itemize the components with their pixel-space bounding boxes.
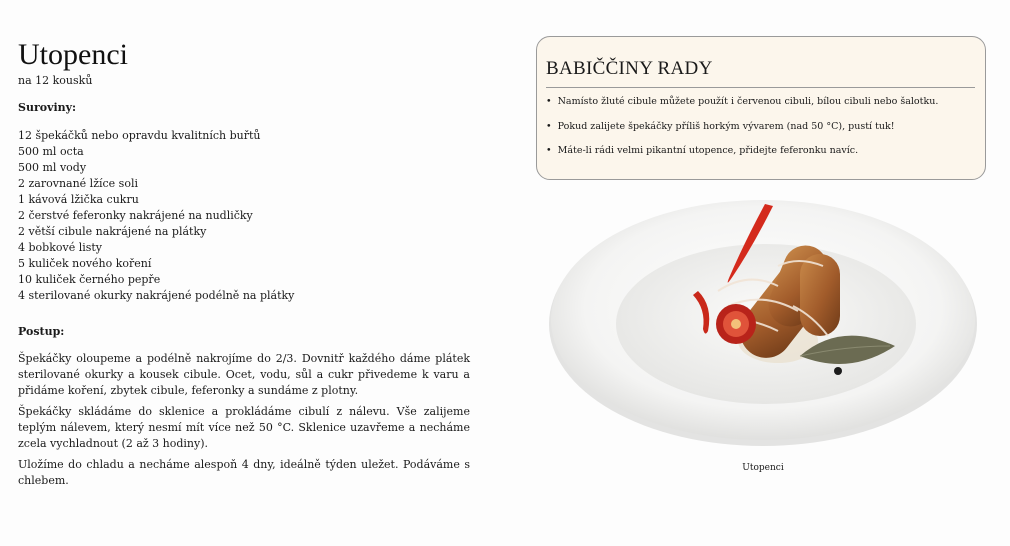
dish-photo (548, 196, 978, 446)
recipe-title: Utopenci (18, 38, 128, 71)
tips-box (536, 36, 986, 180)
tip-text: Máte-li rádi velmi pikantní utopence, přidejte feferonku navíc. (557, 145, 859, 156)
procedure-paragraph: Špekáčky skládáme do sklenice a prokládáme cibulí z nálevu. Vše zalijeme teplým nálevem, který nesmí mít více než 50 °C. Sklenice uzavřeme a necháme zcela vychladnout (2 až 3 hodiny). (18, 405, 470, 450)
procedure-text (18, 351, 470, 489)
tip-item (546, 121, 975, 133)
tip-item (546, 96, 975, 108)
recipe-column (18, 38, 470, 489)
tip-text: Namísto žluté cibule můžete použít i červenou cibuli, bílou cibuli nebo šalotku. (557, 96, 939, 107)
portions: na 12 kousků (18, 74, 93, 87)
ingredient-item: 500 ml vody (18, 161, 87, 174)
bullet-icon: • (546, 145, 552, 156)
ingredients-list (18, 128, 470, 304)
ingredient-item: 12 špekáčků nebo opravdu kvalitních buřtů (18, 129, 261, 142)
bullet-icon: • (546, 96, 552, 107)
tip-item (546, 145, 975, 157)
ingredient-item: 4 bobkové listy (18, 241, 103, 254)
bullet-icon: • (546, 120, 552, 132)
ingredient-item: 4 sterilované okurky nakrájené podélně na plátky (18, 289, 295, 302)
ingredient-item: 1 kávová lžička cukru (18, 193, 139, 206)
tips-title: BABIČČINY RADY (546, 57, 975, 88)
ingredients-heading: Suroviny: (18, 101, 77, 114)
ingredient-item: 500 ml octa (18, 145, 84, 158)
procedure-paragraph: Špekáčky oloupeme a podélně nakrojíme do 2/3. Dovnitř každého dáme plátek sterilované okurky a kousek cibule. Ocet, vodu, sůl a cukr přivedeme k varu a přidáme koření, zbytek cibule, feferonky a sundáme z plotny. (18, 352, 470, 397)
ingredient-item: 10 kuliček černého pepře (18, 273, 161, 286)
ingredient-item: 2 zarovnané lžíce soli (18, 177, 138, 190)
ingredient-item: 2 čerstvé feferonky nakrájené na nudličky (18, 209, 253, 222)
ingredient-item: 5 kuliček nového koření (18, 257, 152, 270)
tips-list (546, 96, 975, 157)
ingredient-item: 2 větší cibule nakrájené na plátky (18, 225, 207, 238)
tip-text: Pokud zalijete špekáčky příliš horkým vývarem (nad 50 °C), pustí tuk! (557, 120, 895, 132)
procedure-paragraph: Uložíme do chladu a necháme alespoň 4 dny, ideálně týden uležet. Podáváme s chlebem. (18, 458, 470, 487)
photo-caption: Utopenci (742, 463, 784, 473)
procedure-heading: Postup: (18, 325, 65, 338)
